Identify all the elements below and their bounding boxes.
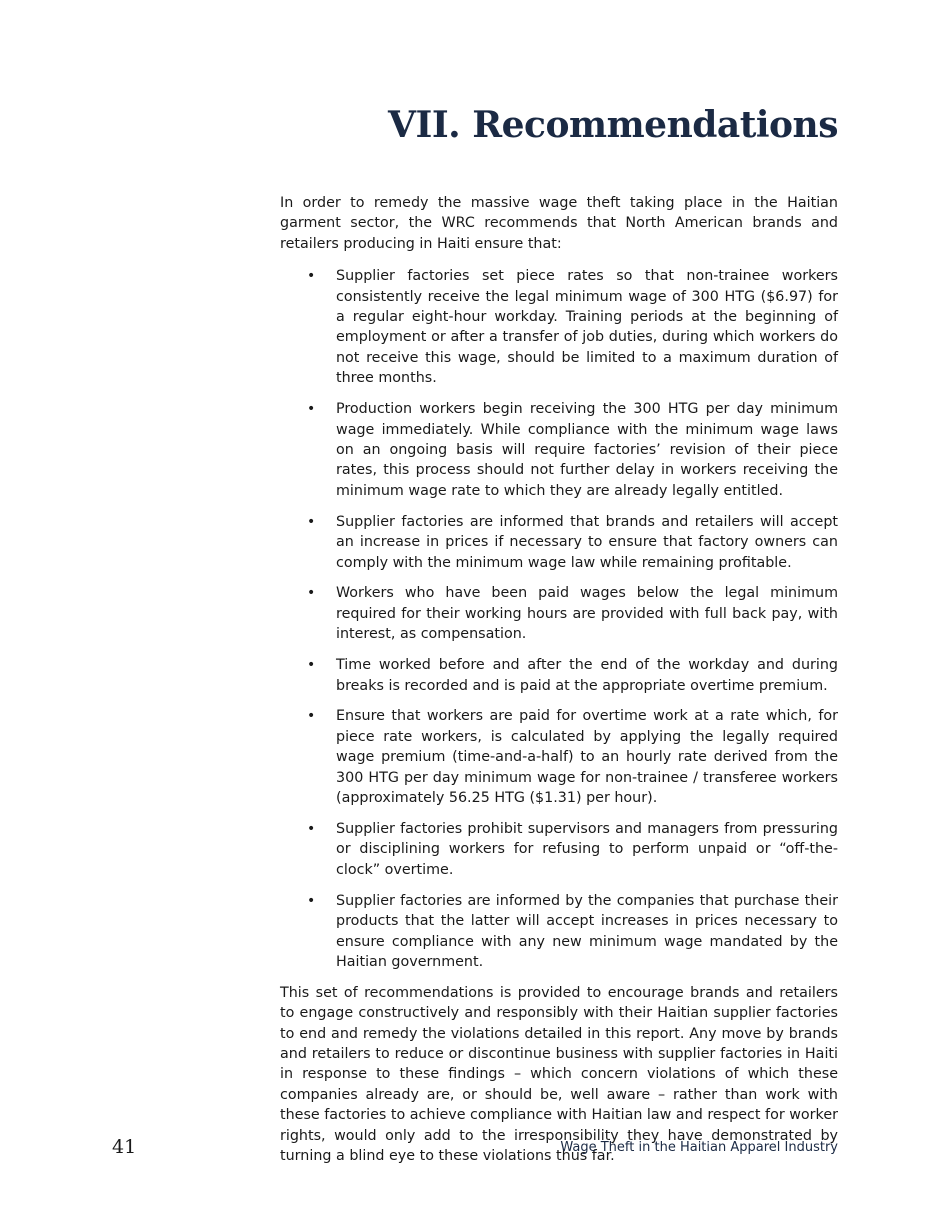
bullet-icon: •: [307, 820, 316, 837]
body-content: [280, 193, 838, 1166]
recommendation-text: Supplier factories set piece rates so that non-trainee workers consistently receive the legal minimum wage of 300 HTG ($6.97) for a regular eight-hour workday. Training periods at the beginning of employment or after a transfer of job duties, during which workers do not receive this wage, should be limited to a maximum duration of three months.: [336, 268, 838, 387]
recommendation-item: [280, 891, 838, 973]
bullet-icon: •: [307, 268, 316, 285]
recommendations-list: [280, 266, 838, 972]
bullet-icon: •: [307, 513, 316, 530]
recommendation-item: [280, 266, 838, 388]
footer-report-title: Wage Theft in the Haitian Apparel Industry: [560, 1140, 838, 1155]
recommendation-item: [280, 399, 838, 501]
recommendation-text: Production workers begin receiving the 300 HTG per day minimum wage immediately. While compliance with the minimum wage laws on an ongoing basis will require factories’ revision of their piece rates, this process should not further delay in workers receiving the minimum wage rate to which they are already legally entitled.: [336, 401, 838, 499]
recommendation-text: Supplier factories prohibit supervisors and managers from pressuring or disciplining workers for refusing to perform unpaid or “off-the-clock” overtime.: [336, 820, 838, 878]
recommendation-text: Workers who have been paid wages below the legal minimum required for their working hours are provided with full back pay, with interest, as compensation.: [336, 585, 838, 643]
recommendation-item: [280, 583, 838, 644]
bullet-icon: •: [307, 708, 316, 725]
bullet-icon: •: [307, 401, 316, 418]
recommendation-item: [280, 819, 838, 880]
recommendation-item: [280, 706, 838, 808]
recommendation-item: [280, 655, 838, 696]
bullet-icon: •: [307, 892, 316, 909]
page-title: VII. Recommendations: [388, 104, 838, 146]
page-number: 41: [112, 1136, 137, 1158]
recommendation-text: Supplier factories are informed by the companies that purchase their products that the latter will accept increases in prices necessary to ensure compliance with any new minimum wage mandated by the Haitian government.: [336, 892, 838, 970]
bullet-icon: •: [307, 585, 316, 602]
recommendation-text: Supplier factories are informed that brands and retailers will accept an increase in prices if necessary to ensure that factory owners can comply with the minimum wage law while remaining profitable.: [336, 513, 838, 571]
recommendation-item: [280, 512, 838, 573]
intro-paragraph: In order to remedy the massive wage theft taking place in the Haitian garment sector, the WRC recommends that North American brands and retailers producing in Haiti ensure that:: [280, 195, 838, 252]
recommendation-text: Ensure that workers are paid for overtime work at a rate which, for piece rate workers, is calculated by applying the legally required wage premium (time-and-a-half) to an hourly rate derived from the 300 HTG per day minimum wage for non-trainee / transferee workers (approximately 56.25 HTG ($1.31) per hour).: [336, 708, 838, 807]
bullet-icon: •: [307, 657, 316, 674]
closing-paragraph: This set of recommendations is provided to encourage brands and retailers to engage constructively and responsibly with their Haitian supplier factories to end and remedy the violations detailed in this report. Any move by brands and retailers to reduce or discontinue business with supplier factories in Haiti in response to these findings – which concern violations of which these companies already are, or should be, well aware – rather than work with these factories to achieve compliance with Haitian law and respect for worker rights, would only add to the irresponsibility they have demonstrated by turning a blind eye to these violations thus far.: [280, 984, 838, 1165]
recommendation-text: Time worked before and after the end of the workday and during breaks is recorded and is paid at the appropriate overtime premium.: [336, 657, 838, 694]
